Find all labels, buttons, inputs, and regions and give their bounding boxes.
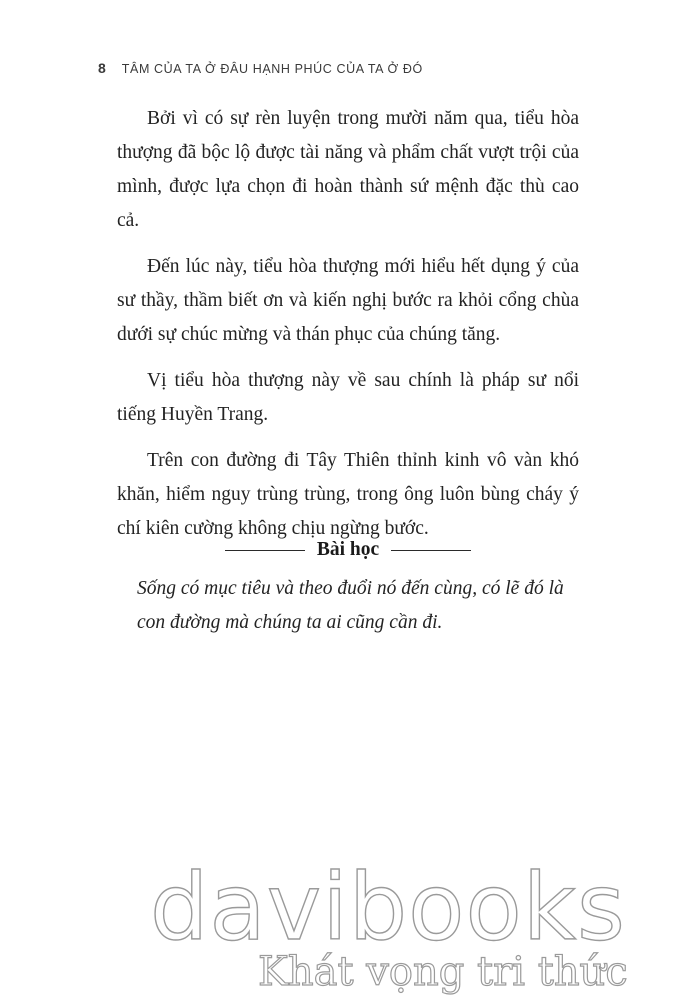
page-number: 8 bbox=[98, 60, 106, 76]
watermark-logo: davibooks bbox=[150, 854, 626, 961]
body-text bbox=[117, 102, 579, 558]
lesson-rule-left bbox=[225, 550, 305, 551]
paragraph-1: Bởi vì có sự rèn luyện trong mười năm qua, tiểu hòa thượng đã bộc lộ được tài năng và phẩm chất vượt trội của mình, được lựa chọn đi hoàn thành sứ mệnh đặc thù cao cả. bbox=[117, 108, 579, 231]
page-header bbox=[98, 60, 423, 76]
lesson-rule-right bbox=[391, 550, 471, 551]
publisher-watermark bbox=[150, 854, 628, 998]
paragraph-2: Đến lúc này, tiểu hòa thượng mới hiểu hết dụng ý của sư thầy, thầm biết ơn và kiến nghị bước ra khỏi cổng chùa dưới sự chúc mừng và thán phục của chúng tăng. bbox=[117, 256, 579, 345]
lesson-section bbox=[117, 534, 579, 640]
running-title: TÂM CỦA TA Ở ĐÂU HẠNH PHÚC CỦA TA Ở ĐÓ bbox=[121, 62, 423, 76]
lesson-heading bbox=[117, 534, 579, 566]
lesson-title: Bài học bbox=[316, 539, 380, 560]
lesson-text: Sống có mục tiêu và theo đuổi nó đến cùng, có lẽ đó là con đường mà chúng ta ai cũng cần đi. bbox=[137, 578, 564, 633]
paragraph-4: Trên con đường đi Tây Thiên thỉnh kinh vô vàn khó khăn, hiểm nguy trùng trùng, trong ông luôn bùng cháy ý chí kiên cường không chịu ngừng bước. bbox=[117, 450, 579, 539]
watermark-slogan: Khát vọng tri thức bbox=[258, 949, 628, 995]
paragraph-3: Vị tiểu hòa thượng này về sau chính là pháp sư nổi tiếng Huyền Trang. bbox=[117, 370, 579, 425]
